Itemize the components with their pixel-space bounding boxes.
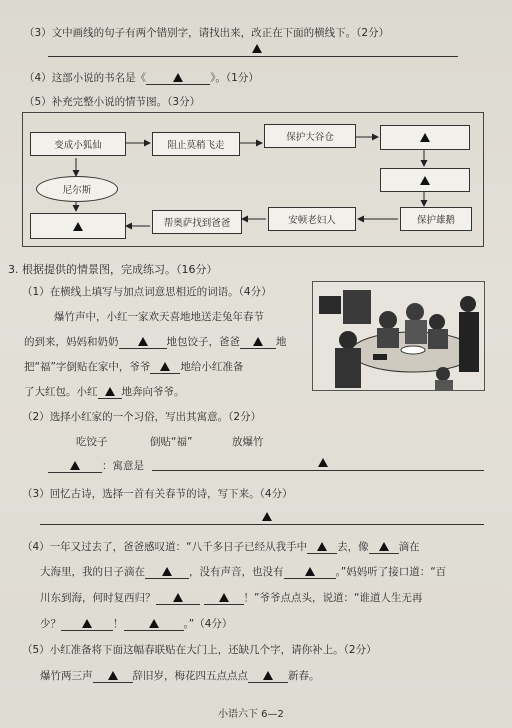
meaning-row [48, 461, 144, 473]
answer-triangle-icon [73, 222, 83, 231]
word-blank-1[interactable] [119, 337, 167, 349]
sub2-label: （2） [22, 411, 50, 423]
answer-triangle-icon [379, 542, 389, 551]
passage-part: 地 [276, 336, 287, 348]
sub3-label: （3） [22, 488, 50, 500]
plot-node-protect-label: 保护雄鹅 [416, 215, 455, 226]
passage-part: 了大红包。小红 [24, 386, 98, 398]
sub1-text: 在横线上填写与加点词意思相近的词语。（4分） [49, 286, 272, 298]
couplet-blank-2[interactable] [248, 671, 288, 683]
word-blank-4[interactable] [98, 387, 122, 399]
meaning-line[interactable] [152, 470, 484, 471]
plot-node-3-label: 保护大谷仓 [286, 132, 334, 143]
plot-blank-2[interactable] [380, 168, 470, 192]
answer-triangle-icon [263, 671, 273, 680]
answer-triangle-icon [318, 458, 328, 467]
answer-triangle-icon [162, 567, 172, 576]
couplet-blank-1[interactable] [93, 671, 133, 683]
sub5-text: 小红准备将下面这幅春联贴在大门上，还缺几个字，请你补上。（2分） [49, 644, 377, 656]
sub4-blank-6[interactable] [204, 593, 244, 605]
answer-triangle-icon [82, 619, 92, 628]
sub4-part: 少？ [40, 618, 61, 630]
passage-part: 地包饺子，爸爸 [166, 336, 240, 348]
answer-triangle-icon [108, 671, 118, 680]
q3-sub5 [22, 645, 377, 656]
couplet-part: 新春。 [288, 670, 320, 682]
sub4-line-2 [40, 567, 446, 579]
sub4-part: 大海里，我的日子滴在 [40, 566, 145, 578]
sub5-label: （5） [22, 644, 50, 656]
plot-node-find [152, 210, 242, 234]
sub4-part: 去，像 [337, 541, 369, 553]
passage-line-3 [24, 362, 243, 374]
plot-node-help-label: 安顿老妇人 [288, 215, 336, 226]
custom-option-2[interactable]: 倒贴“福” [150, 436, 193, 448]
plot-node-2-label: 阻止莫稍飞走 [167, 140, 225, 151]
sub4-blank-2[interactable] [369, 542, 399, 554]
answer-triangle-icon [420, 176, 430, 185]
sub4-label: （4） [22, 541, 50, 553]
answer-triangle-icon [138, 337, 148, 346]
page-footer: 小语六下 6—2 [218, 709, 284, 720]
sub4-part: 滴在 [398, 541, 420, 553]
plot-blank-1[interactable] [380, 125, 470, 150]
answer-triangle-icon [420, 133, 430, 142]
plot-node-1-label: 变成小狐仙 [54, 140, 102, 151]
plot-blank-3[interactable] [30, 213, 126, 239]
sub1-label: （1） [22, 286, 50, 298]
item5-label: （5） [24, 96, 52, 108]
q3-heading: 3. 根据提供的情景图，完成练习。（16分） [8, 263, 218, 276]
sub4-line-1 [22, 542, 420, 554]
item5-text: 补充完整小说的情节图。（3分） [51, 96, 201, 108]
plot-node-1 [30, 132, 126, 156]
answer-triangle-icon [305, 567, 315, 576]
passage-line-4 [24, 387, 185, 399]
plot-node-ellipse [36, 176, 118, 202]
couplet-part: 辞旧岁，梅花四五点点点 [132, 670, 248, 682]
sub4-part: 。”（4分） [183, 618, 233, 630]
plot-node-2 [152, 132, 240, 156]
custom-option-1[interactable]: 吃饺子 [76, 436, 108, 448]
sub4-part: ！ [113, 618, 124, 630]
passage-part: 地给小红准备 [180, 361, 244, 373]
sub4-line-3 [40, 593, 422, 605]
answer-triangle-icon [262, 512, 272, 521]
sub4-line-4 [40, 619, 232, 631]
sub3-text: 回忆古诗，选择一首有关春节的诗，写下来。（4分） [49, 488, 293, 500]
sub4-blank-5[interactable] [156, 593, 200, 605]
passage-line-2 [24, 337, 287, 349]
sub4-blank-3[interactable] [145, 567, 189, 579]
answer-triangle-icon [317, 542, 327, 551]
family-scene-image [313, 282, 485, 391]
sub4-part: ！”爷爷点点头，说道：“谁道人生无再 [243, 592, 423, 604]
passage-line-1: 爆竹声中，小红一家欢天喜地地送走兔年春节 [54, 311, 264, 323]
meaning-label: ：寓意是 [102, 460, 144, 472]
sub4-blank-7[interactable] [61, 619, 113, 631]
plot-node-3 [264, 124, 356, 148]
couplet-line [40, 671, 320, 683]
plot-node-find-label: 帮奥萨找到爸爸 [163, 218, 231, 229]
answer-triangle-icon [105, 387, 115, 396]
sub4-part: ，没有声音，也没有 [189, 566, 284, 578]
word-blank-2[interactable] [240, 337, 276, 349]
sub4-part: 。”妈妈听了接口道：“百 [335, 566, 447, 578]
word-blank-3[interactable] [150, 362, 180, 374]
family-scene-illustration [312, 281, 485, 391]
answer-triangle-icon [219, 593, 229, 602]
answer-triangle-icon [70, 461, 80, 470]
couplet-part: 爆竹两三声 [40, 670, 93, 682]
custom-blank[interactable] [48, 461, 102, 473]
custom-option-3[interactable]: 放爆竹 [232, 436, 264, 448]
sub4-blank-8[interactable] [124, 619, 184, 631]
item3-label: （3） [24, 27, 52, 39]
answer-triangle-icon [149, 619, 159, 628]
sub4-part: 一年又过去了，爸爸感叹道：“八千多日子已经从我手中 [49, 541, 308, 553]
passage-part: 的到来，妈妈和奶奶 [24, 336, 119, 348]
item3-text: 文中画线的句子有两个错别字，请找出来，改正在下面的横线下。（2分） [51, 27, 390, 39]
answer-triangle-icon [160, 362, 170, 371]
item4-after: 》。（1分） [210, 72, 259, 84]
passage-part: 把“福”字倒贴在家中，爷爷 [24, 361, 151, 373]
item4-before: 这部小说的书名是《 [51, 72, 147, 84]
item4-label: （4） [24, 72, 52, 84]
sub4-blank-4[interactable] [284, 567, 336, 579]
passage-part: 地奔向爷爷。 [121, 386, 185, 398]
answer-triangle-icon [173, 593, 183, 602]
q3-sub2 [22, 412, 261, 423]
plot-node-ellipse-label: 尼尔斯 [62, 185, 92, 196]
q3-sub3 [22, 489, 293, 500]
plot-node-help [268, 207, 356, 231]
poem-line[interactable] [40, 524, 484, 525]
q3-sub1 [22, 287, 272, 298]
sub2-text: 选择小红家的一个习俗，写出其寓意。（2分） [49, 411, 262, 423]
answer-triangle-icon [253, 337, 263, 346]
sub4-blank-1[interactable] [307, 542, 337, 554]
sub4-part: 川东到海，何时复西归？ [40, 592, 156, 604]
plot-node-protect [400, 207, 472, 231]
